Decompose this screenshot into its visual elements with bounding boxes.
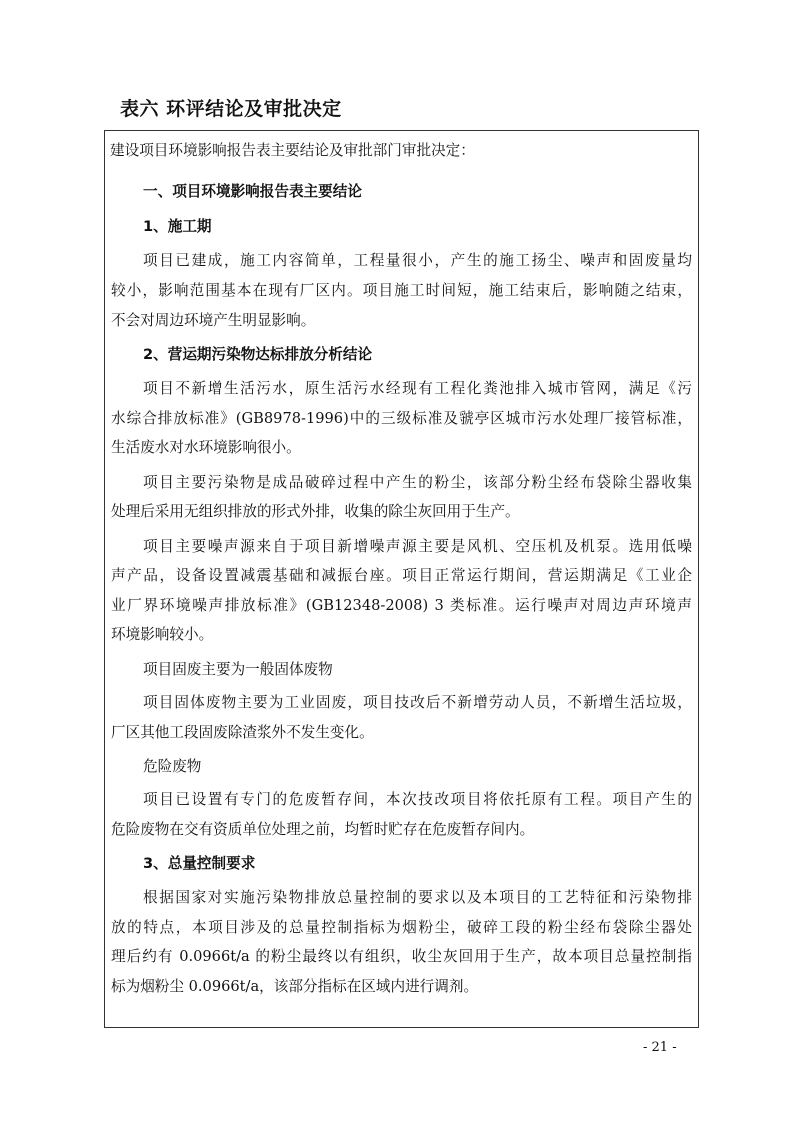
paragraph-line: 较小，影响范围基本在现有厂区内。项目施工时间短，施工结束后，影响随之结束， [111,282,692,299]
intro-text: 建设项目环境影响报告表主要结论及审批部门审批决定： [110,142,475,159]
paragraph-line: 放的特点，本项目涉及的总量控制指标为烟粉尘，破碎工段的粉尘经布袋除尘器处 [111,919,692,936]
page-title: 表六 环评结论及审批决定 [120,98,342,120]
paragraph-line: 危险废物在交有资质单位处理之前，均暂时贮存在危废暂存间内。 [111,821,535,838]
total-control-heading: 3、总量控制要求 [143,855,256,872]
paragraph-line: 处理后采用无组织排放的形式外排，收集的除尘灰回用于生产。 [111,503,520,520]
paragraph-line: 项目主要噪声源来自于项目新增噪声源主要是风机、空压机及机泵。选用低噪 [143,538,692,555]
section-heading-conclusions: 一、项目环境影响报告表主要结论 [143,183,362,200]
paragraph-line: 生活废水对水环境影响很小。 [111,439,301,456]
paragraph-line: 标为烟粉尘 0.0966t/a，该部分指标在区域内进行调剂。 [111,978,479,995]
hazardous-waste-heading: 危险废物 [143,758,202,775]
content-table [104,130,699,1028]
paragraph-line: 项目已建成，施工内容简单，工程量很小，产生的施工扬尘、噪声和固废量均 [143,252,692,269]
paragraph-line: 声产品，设备设置减震基础和减振台座。项目正常运行期间，营运期满足《工业企 [111,567,692,584]
paragraph-line: 理后约有 0.0966t/a 的粉尘最终以有组织，收尘灰回用于生产，故本项目总量控制指 [111,948,692,965]
paragraph-line: 项目已设置有专门的危废暂存间，本次技改项目将依托原有工程。项目产生的 [143,791,692,808]
paragraph-line: 厂区其他工段固废除渣浆外不发生变化。 [111,724,374,741]
construction-heading: 1、施工期 [143,218,212,235]
paragraph-line: 项目固体废物主要为工业固废，项目技改后不新增劳动人员，不新增生活垃圾， [143,694,692,711]
paragraph-line: 项目主要污染物是成品破碎过程中产生的粉尘，该部分粉尘经布袋除尘器收集 [143,474,692,491]
solid-waste-heading: 项目固废主要为一般固体废物 [143,661,333,678]
page-number: - 21 - [643,1040,677,1055]
paragraph-line: 项目不新增生活污水，原生活污水经现有工程化粪池排入城市管网，满足《污 [143,380,692,397]
paragraph-line: 水综合排放标准》(GB8978-1996)中的三级标准及虢亭区城市污水处理厂接管标准， [111,410,692,427]
paragraph-line: 环境影响较小。 [111,626,214,643]
paragraph-line: 业厂界环境噪声排放标准》(GB12348-2008) 3 类标准。运行噪声对周边声环境声 [111,597,692,614]
paragraph-line: 不会对周边环境产生明显影响。 [111,312,316,329]
operation-heading: 2、营运期污染物达标排放分析结论 [143,346,373,363]
paragraph-line: 根据国家对实施污染物排放总量控制的要求以及本项目的工艺特征和污染物排 [143,889,692,906]
